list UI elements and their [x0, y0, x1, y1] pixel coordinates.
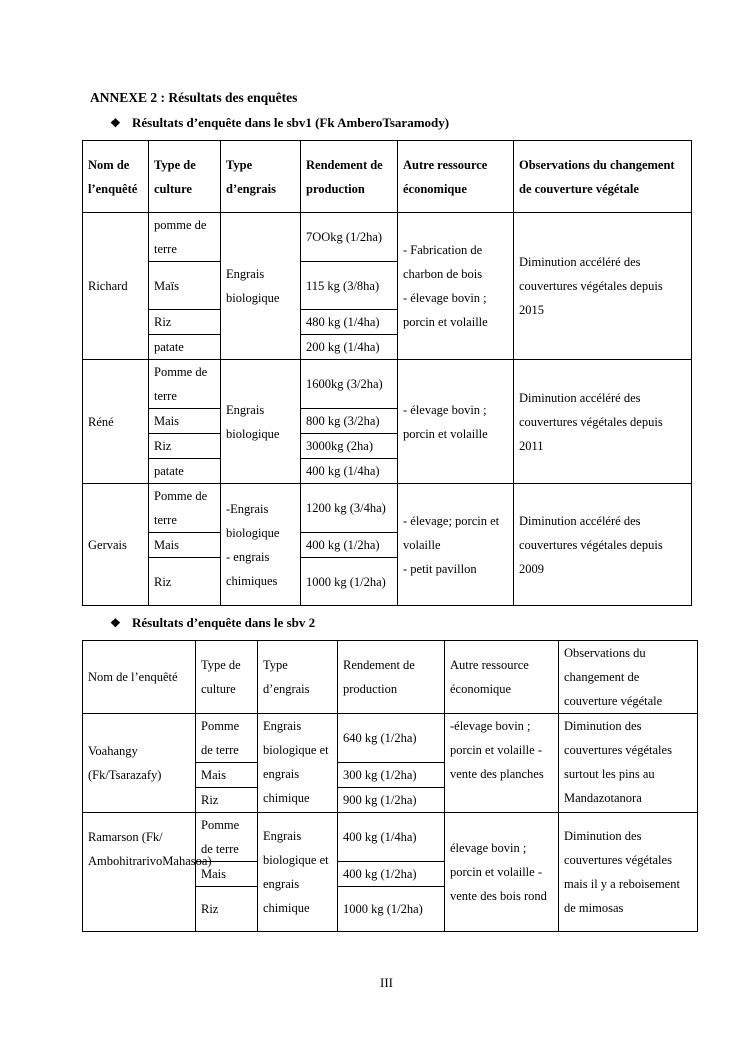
- culture-cell: Mais: [196, 862, 258, 887]
- culture-cell: patate: [149, 335, 221, 360]
- culture-cell: Pomme de terre: [196, 813, 258, 862]
- rendement-cell: 7OOkg (1/2ha): [301, 213, 398, 262]
- rendement-cell: 200 kg (1/4ha): [301, 335, 398, 360]
- culture-cell: Mais: [149, 533, 221, 558]
- rendement-cell: 115 kg (3/8ha): [301, 262, 398, 310]
- section1-title: Résultats d’enquête dans le sbv1 (Fk AmberoTsaramody): [132, 115, 450, 130]
- engrais-cell: -Engrais biologique - engrais chimiques: [221, 484, 301, 606]
- header-cell: Observations du changement de couverture végétale: [559, 641, 698, 714]
- table-row: [83, 813, 698, 862]
- table-row: [83, 714, 698, 763]
- ressource-cell: - Fabrication de charbon de bois - élevage bovin ; porcin et volaille: [398, 213, 514, 360]
- header-cell: Type de culture: [149, 141, 221, 213]
- rendement-cell: 400 kg (1/4ha): [338, 813, 445, 862]
- respondent-name: Voahangy (Fk/Tsarazafy): [83, 714, 196, 813]
- header-cell: Nom de l’enquêté: [83, 141, 149, 213]
- culture-cell: pomme de terre: [149, 213, 221, 262]
- rendement-cell: 480 kg (1/4ha): [301, 310, 398, 335]
- culture-cell: Riz: [149, 558, 221, 606]
- observation-cell: Diminution des couvertures végétales mais il y a reboisement de mimosas: [559, 813, 698, 932]
- header-cell: Type d’engrais: [221, 141, 301, 213]
- culture-cell: Maïs: [149, 262, 221, 310]
- respondent-name: Réné: [83, 360, 149, 484]
- sbv1-results-table: [82, 140, 692, 606]
- culture-cell: Mais: [149, 409, 221, 434]
- table-row: [83, 213, 692, 262]
- header-cell: Rendement de production: [338, 641, 445, 714]
- rendement-cell: 1200 kg (3/4ha): [301, 484, 398, 533]
- rendement-cell: 400 kg (1/2ha): [338, 862, 445, 887]
- rendement-cell: 1000 kg (1/2ha): [301, 558, 398, 606]
- ressource-cell: -élevage bovin ; porcin et volaille -vente des planches: [445, 714, 559, 813]
- bullet-diamond-icon: ❖: [110, 116, 121, 130]
- culture-cell: patate: [149, 459, 221, 484]
- rendement-cell: 400 kg (1/2ha): [301, 533, 398, 558]
- table-header-row: [83, 641, 698, 714]
- rendement-cell: 300 kg (1/2ha): [338, 763, 445, 788]
- ressource-cell: - élevage bovin ; porcin et volaille: [398, 360, 514, 484]
- table-row: [83, 360, 692, 409]
- header-cell: Autre ressource économique: [445, 641, 559, 714]
- rendement-cell: 640 kg (1/2ha): [338, 714, 445, 763]
- respondent-name: Gervais: [83, 484, 149, 606]
- rendement-cell: 400 kg (1/4ha): [301, 459, 398, 484]
- bullet-diamond-icon: ❖: [110, 616, 121, 630]
- header-cell: Rendement de production: [301, 141, 398, 213]
- sbv2-results-table: [82, 640, 698, 932]
- table-row: [83, 484, 692, 533]
- culture-cell: Pomme de terre: [149, 484, 221, 533]
- observation-cell: Diminution accéléré des couvertures végétales depuis 2015: [514, 213, 692, 360]
- engrais-cell: Engrais biologique et engrais chimique: [258, 714, 338, 813]
- engrais-cell: Engrais biologique: [221, 213, 301, 360]
- respondent-name: Ramarson (Fk/ AmbohitrarivoMahasoa): [83, 813, 196, 932]
- observation-cell: Diminution accéléré des couvertures végétales depuis 2009: [514, 484, 692, 606]
- table-header-row: [83, 141, 692, 213]
- header-cell: Autre ressource économique: [398, 141, 514, 213]
- header-cell: Type de culture: [196, 641, 258, 714]
- rendement-cell: 1600kg (3/2ha): [301, 360, 398, 409]
- culture-cell: Pomme de terre: [196, 714, 258, 763]
- section1-heading: [110, 115, 449, 131]
- engrais-cell: Engrais biologique et engrais chimique: [258, 813, 338, 932]
- culture-cell: Riz: [196, 788, 258, 813]
- observation-cell: Diminution accéléré des couvertures végétales depuis 2011: [514, 360, 692, 484]
- ressource-cell: élevage bovin ; porcin et volaille -vente des bois rond: [445, 813, 559, 932]
- observation-cell: Diminution des couvertures végétales surtout les pins au Mandazotanora: [559, 714, 698, 813]
- rendement-cell: 1000 kg (1/2ha): [338, 887, 445, 932]
- section2-heading: [110, 615, 315, 631]
- culture-cell: Riz: [196, 887, 258, 932]
- culture-cell: Pomme de terre: [149, 360, 221, 409]
- header-cell: Observations du changement de couverture végétale: [514, 141, 692, 213]
- culture-cell: Riz: [149, 310, 221, 335]
- culture-cell: Mais: [196, 763, 258, 788]
- section2-title: Résultats d’enquête dans le sbv 2: [132, 615, 316, 630]
- culture-cell: Riz: [149, 434, 221, 459]
- rendement-cell: 900 kg (1/2ha): [338, 788, 445, 813]
- rendement-cell: 800 kg (3/2ha): [301, 409, 398, 434]
- ressource-cell: - élevage; porcin et volaille - petit pavillon: [398, 484, 514, 606]
- annex-title: ANNEXE 2 : Résultats des enquêtes: [90, 90, 298, 105]
- rendement-cell: 3000kg (2ha): [301, 434, 398, 459]
- header-cell: Type d’engrais: [258, 641, 338, 714]
- engrais-cell: Engrais biologique: [221, 360, 301, 484]
- respondent-name: Richard: [83, 213, 149, 360]
- page-number: III: [380, 975, 393, 990]
- header-cell: Nom de l’enquêté: [83, 641, 196, 714]
